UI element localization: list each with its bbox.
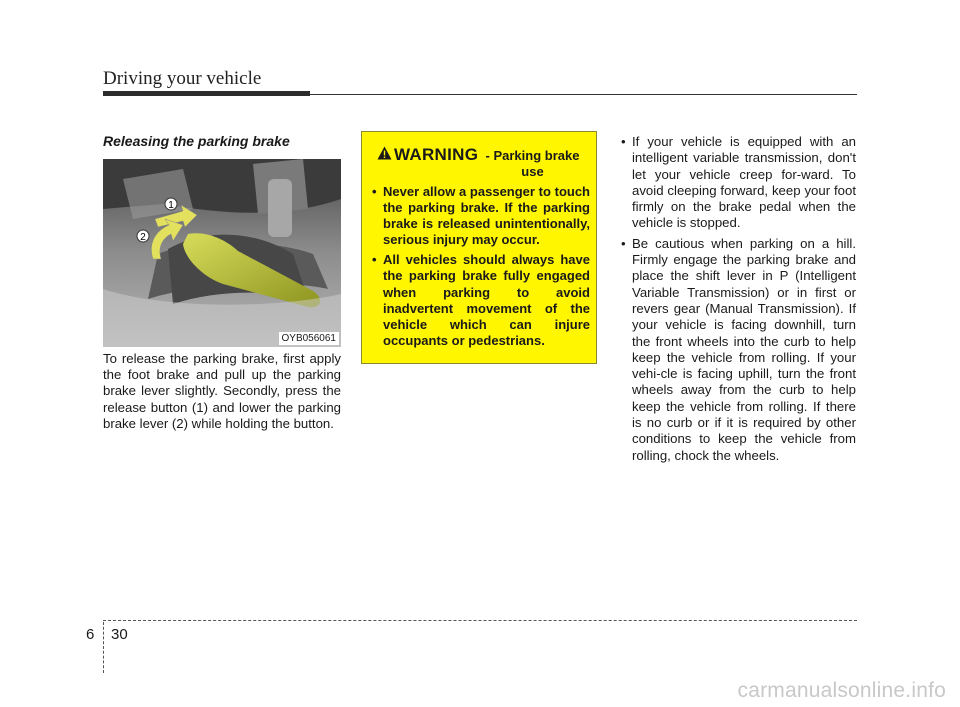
- parking-brake-photo: [103, 159, 341, 347]
- section-heading: Releasing the parking brake: [103, 133, 290, 149]
- photo-code: OYB056061: [279, 332, 340, 345]
- chapter-title: Driving your vehicle: [103, 68, 262, 89]
- right-column-list: [618, 134, 856, 468]
- callout-1-label: 1: [168, 200, 174, 211]
- header-rule-accent: [103, 91, 310, 96]
- chapter-number: 6: [86, 626, 95, 643]
- warning-item: • All vehicles should always have the parking brake fully engaged when parking to avoid inadvertent movement of the vehicle which can injure occupants or pedestrians.: [372, 252, 590, 349]
- page-number: 30: [111, 626, 128, 643]
- warning-word: WARNING: [394, 145, 479, 164]
- footer-divider: [103, 622, 104, 673]
- callout-2-label: 2: [140, 232, 146, 243]
- list-item: • If your vehicle is equipped with an intelligent variable transmission, don't let your vehicle creep for-ward. To avoid cleeping forward, keep your foot firmly on the brake pedal when the vehicle is stopped.: [618, 134, 856, 232]
- footer-rule: [103, 620, 857, 621]
- warning-item: • Never allow a passenger to touch the parking brake. If the parking brake is released unintentionally, serious injury may occur.: [372, 184, 590, 248]
- warning-list: [372, 184, 590, 353]
- warning-triangle-icon: [377, 146, 392, 165]
- watermark: carmanualsonline.info: [737, 679, 946, 702]
- warning-subtitle: - Parking brake use: [485, 148, 580, 179]
- release-instructions: To release the parking brake, first apply the foot brake and pull up the parking brake lever slightly. Secondly, press the release button (1) and lower the parking brake lever (2) while holding the button.: [103, 351, 341, 431]
- warning-box: [361, 131, 597, 364]
- list-item: • Be cautious when parking on a hill. Firmly engage the parking brake and place the shift lever in P (Intelligent Variable Transmission) or in first or revers gear (Manual Transmission). If your vehicle is facing downhill, turn the front wheels into the curb to help keep the vehicle from rolling. If your vehi-cle is facing uphill, turn the front wheels away from the curb to help keep the vehicle from rolling. If there is no curb or if it is required by other conditions to keep the vehicle from rolling, chock the wheels.: [618, 236, 856, 464]
